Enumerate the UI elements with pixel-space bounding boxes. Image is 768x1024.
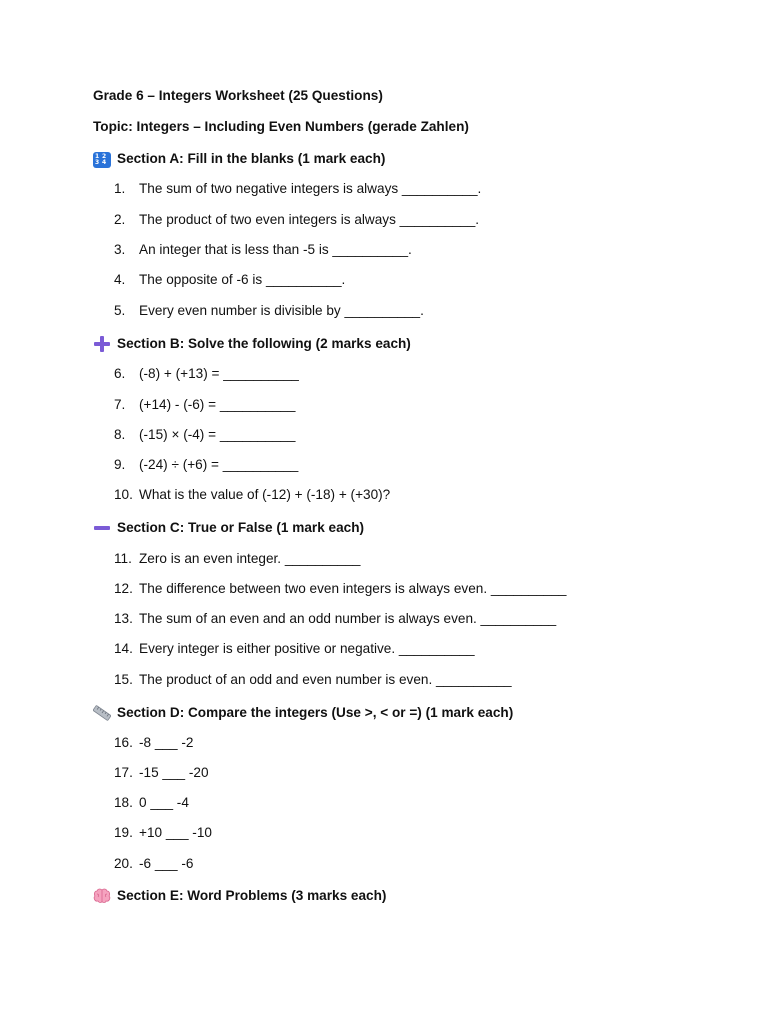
question-text: The product of two even integers is always __________. [139, 212, 480, 227]
question-text: (+14) - (-6) = __________ [139, 397, 296, 412]
question-item [114, 764, 209, 782]
question-text: +10 ___ -10 [139, 825, 212, 840]
question-number: 8. [114, 427, 126, 442]
question-item [114, 794, 189, 812]
question-number: 2. [114, 212, 126, 227]
worksheet-topic: Topic: Integers – Including Even Numbers (gerade Zahlen) [93, 119, 469, 134]
question-number: 4. [114, 272, 126, 287]
question-number: 15. [114, 672, 133, 687]
question-text: -6 ___ -6 [139, 856, 194, 871]
question-item [114, 180, 481, 198]
question-text: (-8) + (+13) = __________ [139, 366, 299, 381]
question-number: 6. [114, 366, 126, 381]
question-number: 7. [114, 397, 126, 412]
brain-icon [93, 887, 111, 905]
question-text: -15 ___ -20 [139, 765, 209, 780]
question-text: The difference between two even integers is always even. __________ [139, 581, 567, 596]
question-number: 20. [114, 856, 133, 871]
question-number: 12. [114, 581, 133, 596]
question-text: (-15) × (-4) = __________ [139, 427, 296, 442]
section-b-heading [93, 335, 411, 353]
section-c-heading [93, 519, 364, 537]
question-number: 13. [114, 611, 133, 626]
question-item [114, 486, 390, 504]
question-number: 1. [114, 181, 126, 196]
question-item [114, 855, 193, 873]
question-number: 10. [114, 487, 133, 502]
question-text: 0 ___ -4 [139, 795, 189, 810]
question-item [114, 302, 424, 320]
question-item [114, 640, 475, 658]
section-a-heading [93, 150, 385, 168]
question-text: (-24) ÷ (+6) = __________ [139, 457, 299, 472]
section-e-heading [93, 887, 386, 905]
question-text: The sum of two negative integers is always __________. [139, 181, 482, 196]
question-text: Zero is an even integer. __________ [139, 551, 361, 566]
question-item [114, 365, 299, 383]
question-item [114, 550, 360, 568]
question-item [114, 824, 212, 842]
question-item [114, 734, 193, 752]
question-number: 5. [114, 303, 126, 318]
question-number: 3. [114, 242, 126, 257]
question-item [114, 456, 298, 474]
question-text: -8 ___ -2 [139, 735, 194, 750]
question-text: The opposite of -6 is __________. [139, 272, 346, 287]
question-number: 9. [114, 457, 126, 472]
question-text: An integer that is less than -5 is __________. [139, 242, 412, 257]
question-item [114, 610, 556, 628]
question-item [114, 426, 295, 444]
plus-icon [93, 335, 111, 353]
question-item [114, 671, 512, 689]
question-item [114, 580, 566, 598]
section-a-label: Section A: Fill in the blanks (1 mark each) [117, 151, 386, 166]
question-item [114, 271, 345, 289]
minus-icon [93, 519, 111, 537]
section-b-label: Section B: Solve the following (2 marks each) [117, 336, 411, 351]
question-item [114, 396, 295, 414]
numbers-icon: 1 2 3 4 [93, 152, 111, 168]
worksheet-title: Grade 6 – Integers Worksheet (25 Questions) [93, 88, 383, 103]
question-number: 17. [114, 765, 133, 780]
question-text: The sum of an even and an odd number is always even. __________ [139, 611, 557, 626]
section-c-label: Section C: True or False (1 mark each) [117, 520, 365, 535]
question-text: What is the value of (-12) + (-18) + (+30)? [139, 487, 391, 502]
question-number: 18. [114, 795, 133, 810]
ruler-icon [93, 704, 111, 722]
question-text: Every integer is either positive or negative. __________ [139, 641, 475, 656]
question-number: 16. [114, 735, 133, 750]
section-d-heading [93, 704, 513, 722]
question-number: 19. [114, 825, 133, 840]
question-item [114, 241, 412, 259]
section-d-label: Section D: Compare the integers (Use >, < or =) (1 mark each) [117, 705, 514, 720]
question-text: The product of an odd and even number is even. __________ [139, 672, 512, 687]
question-text: Every even number is divisible by __________. [139, 303, 424, 318]
question-number: 11. [114, 551, 132, 566]
question-number: 14. [114, 641, 133, 656]
section-e-label: Section E: Word Problems (3 marks each) [117, 888, 387, 903]
question-item [114, 211, 479, 229]
